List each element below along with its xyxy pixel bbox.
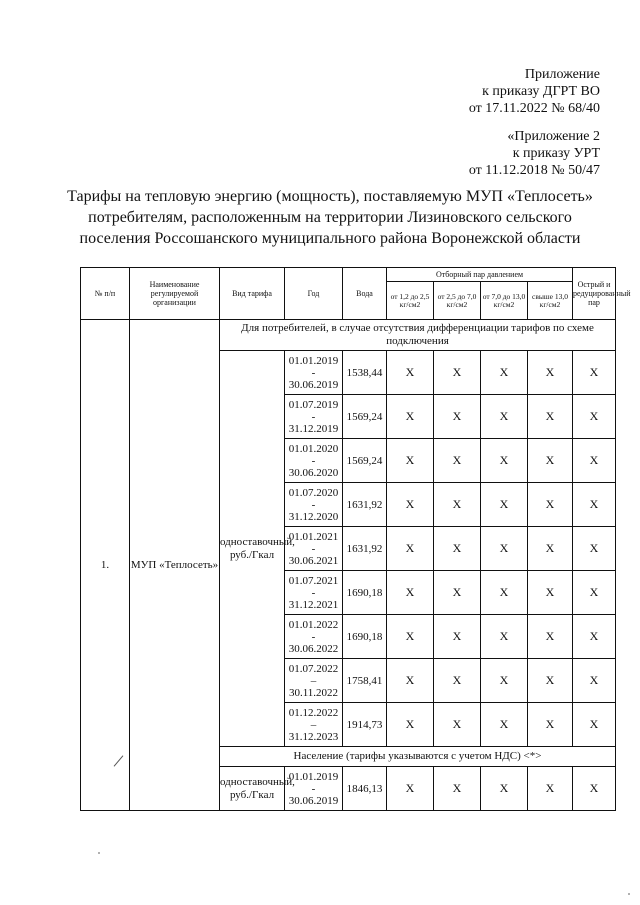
document-title bbox=[60, 186, 600, 249]
water-tariff-value: 1758,41 bbox=[343, 659, 387, 703]
not-applicable-cell: X bbox=[528, 659, 573, 703]
header-line: от 17.11.2022 № 68/40 bbox=[468, 101, 600, 116]
period-cell bbox=[285, 439, 343, 483]
not-applicable-cell: X bbox=[528, 351, 573, 395]
water-tariff-value: 1846,13 bbox=[343, 767, 387, 811]
header-line: от 11.12.2018 № 50/47 bbox=[468, 163, 600, 178]
period-dash: – bbox=[310, 674, 317, 687]
col-header-water: Вода bbox=[343, 268, 387, 320]
not-applicable-cell: X bbox=[573, 571, 616, 615]
period-end: 31.12.2021 bbox=[288, 598, 339, 611]
row-number: 1. bbox=[81, 320, 130, 811]
water-tariff-value: 1569,24 bbox=[343, 395, 387, 439]
tariff-kind: одноставочный, руб./Гкал bbox=[220, 767, 285, 811]
period-dash: - bbox=[311, 542, 316, 555]
not-applicable-cell: X bbox=[528, 703, 573, 747]
not-applicable-cell: X bbox=[387, 659, 434, 703]
not-applicable-cell: X bbox=[481, 483, 528, 527]
not-applicable-cell: X bbox=[387, 439, 434, 483]
not-applicable-cell: X bbox=[573, 351, 616, 395]
period-end: 30.06.2021 bbox=[288, 554, 339, 567]
not-applicable-cell: X bbox=[528, 527, 573, 571]
not-applicable-cell: X bbox=[573, 659, 616, 703]
period-dash: - bbox=[311, 498, 316, 511]
not-applicable-cell: X bbox=[481, 703, 528, 747]
period-dash: - bbox=[311, 586, 316, 599]
period-start: 01.01.2020 bbox=[288, 442, 339, 455]
not-applicable-cell: X bbox=[528, 615, 573, 659]
not-applicable-cell: X bbox=[528, 767, 573, 811]
title-line: Тарифы на тепловую энергию (мощность), поставляемую МУП «Теплосеть» bbox=[67, 188, 593, 205]
col-header-year: Год bbox=[285, 268, 343, 320]
header-line: «Приложение 2 bbox=[507, 129, 600, 144]
not-applicable-cell: X bbox=[481, 767, 528, 811]
header-line: к приказу УРТ bbox=[512, 146, 600, 161]
col-header-steam-1: от 1,2 до 2,5 кг/см2 bbox=[387, 282, 434, 320]
not-applicable-cell: X bbox=[387, 703, 434, 747]
period-start: 01.01.2019 bbox=[288, 770, 339, 783]
not-applicable-cell: X bbox=[528, 483, 573, 527]
not-applicable-cell: X bbox=[481, 615, 528, 659]
not-applicable-cell: X bbox=[481, 351, 528, 395]
not-applicable-cell: X bbox=[434, 615, 481, 659]
not-applicable-cell: X bbox=[481, 527, 528, 571]
appendix2-header bbox=[469, 128, 600, 179]
section-heading-general: Для потребителей, в случае отсутствия дифференциации тарифов по схеме подключения bbox=[220, 320, 616, 351]
not-applicable-cell: X bbox=[387, 571, 434, 615]
period-end: 30.06.2019 bbox=[288, 794, 339, 807]
not-applicable-cell: X bbox=[434, 483, 481, 527]
period-cell bbox=[285, 395, 343, 439]
period-start: 01.07.2022 bbox=[288, 662, 339, 675]
organization-name: МУП «Теплосеть» bbox=[130, 320, 220, 811]
period-end: 30.11.2022 bbox=[288, 686, 339, 699]
section-heading-population: Население (тарифы указываются с учетом НДС) <*> bbox=[220, 747, 616, 767]
water-tariff-value: 1538,44 bbox=[343, 351, 387, 395]
not-applicable-cell: X bbox=[528, 395, 573, 439]
period-end: 31.12.2023 bbox=[288, 730, 339, 743]
period-cell bbox=[285, 767, 343, 811]
not-applicable-cell: X bbox=[528, 571, 573, 615]
not-applicable-cell: X bbox=[573, 615, 616, 659]
period-end: 31.12.2019 bbox=[288, 422, 339, 435]
col-header-org: Наименование регулируемой организации bbox=[130, 268, 220, 320]
not-applicable-cell: X bbox=[387, 615, 434, 659]
period-start: 01.01.2022 bbox=[288, 618, 339, 631]
scan-speck bbox=[628, 893, 630, 895]
water-tariff-value: 1569,24 bbox=[343, 439, 387, 483]
water-tariff-value: 1631,92 bbox=[343, 527, 387, 571]
not-applicable-cell: X bbox=[434, 527, 481, 571]
period-dash: - bbox=[311, 410, 316, 423]
water-tariff-value: 1631,92 bbox=[343, 483, 387, 527]
not-applicable-cell: X bbox=[573, 395, 616, 439]
period-end: 31.12.2020 bbox=[288, 510, 339, 523]
col-header-kind: Вид тарифа bbox=[220, 268, 285, 320]
period-dash: - bbox=[311, 366, 316, 379]
not-applicable-cell: X bbox=[387, 395, 434, 439]
header-line: Приложение bbox=[524, 67, 600, 82]
period-cell bbox=[285, 659, 343, 703]
period-start: 01.12.2022 bbox=[288, 706, 339, 719]
not-applicable-cell: X bbox=[481, 395, 528, 439]
not-applicable-cell: X bbox=[573, 703, 616, 747]
not-applicable-cell: X bbox=[434, 659, 481, 703]
not-applicable-cell: X bbox=[434, 571, 481, 615]
period-dash: - bbox=[311, 630, 316, 643]
not-applicable-cell: X bbox=[573, 483, 616, 527]
not-applicable-cell: X bbox=[528, 439, 573, 483]
col-header-num: № п/п bbox=[81, 268, 130, 320]
not-applicable-cell: X bbox=[434, 351, 481, 395]
not-applicable-cell: X bbox=[481, 439, 528, 483]
appendix-header bbox=[469, 66, 600, 117]
col-header-steam-2: от 2,5 до 7,0 кг/см2 bbox=[434, 282, 481, 320]
period-end: 30.06.2020 bbox=[288, 466, 339, 479]
period-start: 01.07.2019 bbox=[288, 398, 339, 411]
period-cell bbox=[285, 527, 343, 571]
not-applicable-cell: X bbox=[387, 351, 434, 395]
not-applicable-cell: X bbox=[573, 439, 616, 483]
col-header-steam: Отборный пар давлением bbox=[387, 268, 573, 282]
period-start: 01.07.2021 bbox=[288, 574, 339, 587]
header-line: к приказу ДГРТ ВО bbox=[482, 84, 600, 99]
tariff-kind: одноставочный, руб./Гкал bbox=[220, 351, 285, 747]
period-dash: – bbox=[310, 718, 317, 731]
not-applicable-cell: X bbox=[387, 767, 434, 811]
not-applicable-cell: X bbox=[434, 703, 481, 747]
not-applicable-cell: X bbox=[434, 439, 481, 483]
period-cell bbox=[285, 571, 343, 615]
water-tariff-value: 1690,18 bbox=[343, 571, 387, 615]
water-tariff-value: 1690,18 bbox=[343, 615, 387, 659]
period-cell bbox=[285, 351, 343, 395]
not-applicable-cell: X bbox=[387, 483, 434, 527]
not-applicable-cell: X bbox=[434, 395, 481, 439]
period-start: 01.01.2021 bbox=[288, 530, 339, 543]
col-header-steam-3: от 7,0 до 13,0 кг/см2 bbox=[481, 282, 528, 320]
period-cell bbox=[285, 483, 343, 527]
not-applicable-cell: X bbox=[573, 767, 616, 811]
period-start: 01.07.2020 bbox=[288, 486, 339, 499]
col-header-steam-4: свыше 13,0 кг/см2 bbox=[528, 282, 573, 320]
not-applicable-cell: X bbox=[573, 527, 616, 571]
period-cell bbox=[285, 615, 343, 659]
period-start: 01.01.2019 bbox=[288, 354, 339, 367]
not-applicable-cell: X bbox=[387, 527, 434, 571]
not-applicable-cell: X bbox=[434, 767, 481, 811]
tariff-table bbox=[80, 267, 631, 811]
title-line: потребителям, расположенным на территории Лизиновского сельского bbox=[88, 209, 572, 226]
water-tariff-value: 1914,73 bbox=[343, 703, 387, 747]
scan-speck bbox=[98, 852, 100, 854]
not-applicable-cell: X bbox=[481, 571, 528, 615]
period-end: 30.06.2022 bbox=[288, 642, 339, 655]
period-cell bbox=[285, 703, 343, 747]
not-applicable-cell: X bbox=[481, 659, 528, 703]
title-line: поселения Россошанского муниципального района Воронежской области bbox=[79, 230, 581, 247]
period-dash: - bbox=[311, 454, 316, 467]
period-end: 30.06.2019 bbox=[288, 378, 339, 391]
col-header-sharp-steam: Острый и редуцированный пар bbox=[573, 268, 616, 320]
period-dash: - bbox=[311, 782, 316, 795]
